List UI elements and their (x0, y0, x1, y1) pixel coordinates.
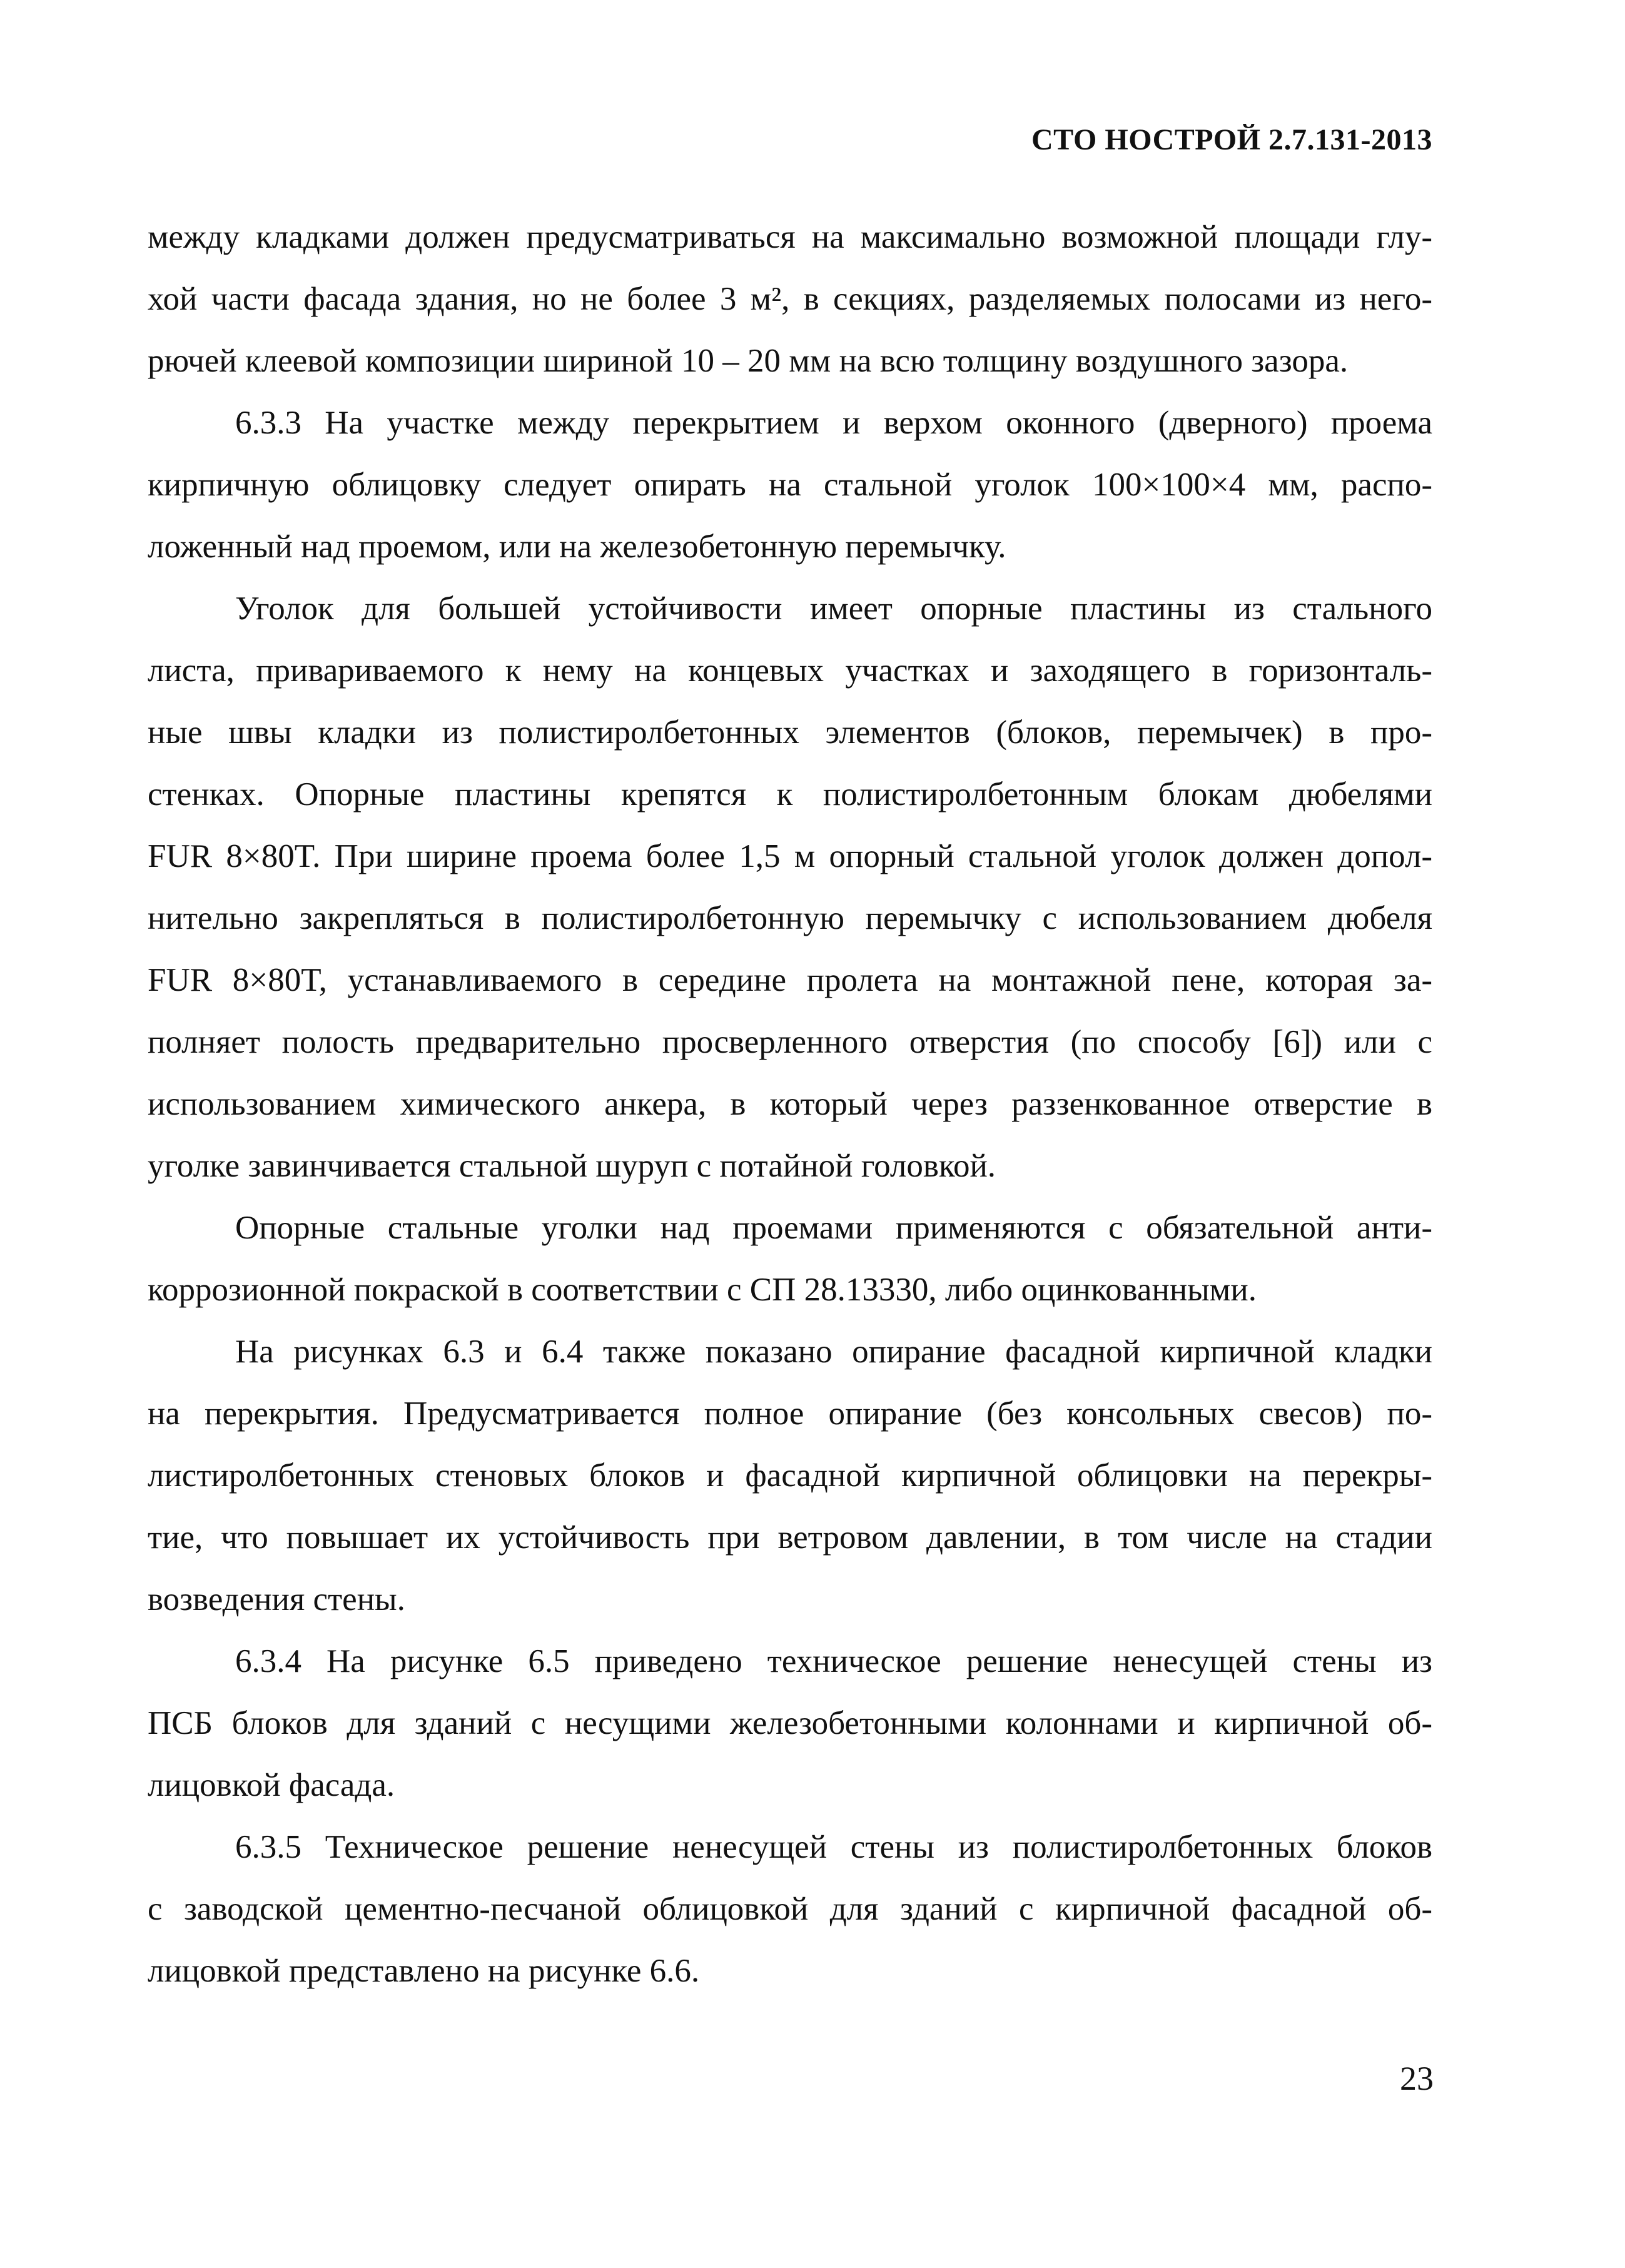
text-line: нительно закрепляться в полистиролбетонную перемычку с использованием дюбеля (148, 900, 1432, 936)
text-line: возведения стены. (148, 1581, 405, 1617)
text-line: коррозионной покраской в соответствии с СП 28.13330, либо оцинкованными. (148, 1272, 1257, 1308)
text-line: полняет полость предварительно просверленного отверстия (по способу [6]) или с (148, 1024, 1432, 1060)
text-line: с заводской цементно-песчаной облицовкой для зданий с кирпичной фасадной об- (148, 1891, 1432, 1927)
paragraph-corrosion (148, 1197, 1432, 1321)
text-line: между кладками должен предусматриваться на максимально возможной площади глу- (148, 219, 1432, 255)
text-line: хой части фасада здания, но не более 3 м², в секциях, разделяемых полосами из него- (148, 281, 1432, 317)
text-line: ные швы кладки из полистиролбетонных элементов (блоков, перемычек) в про- (148, 714, 1432, 751)
paragraph-continuation (148, 206, 1432, 392)
text-line: стенках. Опорные пластины крепятся к полистиролбетонным блокам дюбелями (148, 776, 1432, 813)
page-number: 23 (1400, 2060, 1434, 2097)
text-line: рючей клеевой композиции шириной 10 – 20 мм на всю толщину воздушного зазора. (148, 343, 1349, 379)
standard-code-header: СТО НОСТРОЙ 2.7.131-2013 (1031, 123, 1432, 156)
text-line: листиролбетонных стеновых блоков и фасадной кирпичной облицовки на перекры- (148, 1457, 1432, 1494)
text-line: 6.3.3 На участке между перекрытием и верхом оконного (дверного) проема (235, 405, 1432, 441)
text-line: лицовкой фасада. (148, 1767, 395, 1803)
text-line: лицовкой представлено на рисунке 6.6. (148, 1953, 700, 1989)
paragraph-figures-6-3-6-4 (148, 1321, 1432, 1631)
text-line: FUR 8×80T, устанавливаемого в середине пролета на монтажной пене, которая за- (148, 962, 1432, 998)
text-line: 6.3.4 На рисунке 6.5 приведено техническое решение ненесущей стены из (235, 1643, 1432, 1679)
text-line: использованием химического анкера, в который через раззенкованное отверстие в (148, 1086, 1432, 1122)
text-line: ПСБ блоков для зданий с несущими железобетонными колоннами и кирпичной об- (148, 1705, 1432, 1741)
text-line: уголке завинчивается стальной шуруп с потайной головкой. (148, 1148, 996, 1184)
paragraph-6-3-4 (148, 1631, 1432, 1816)
text-line: ложенный над проемом, или на железобетонную перемычку. (148, 529, 1006, 565)
text-line: тие, что повышает их устойчивость при ветровом давлении, в том числе на стадии (148, 1519, 1432, 1556)
text-line: листа, привариваемого к нему на концевых участках и заходящего в горизонталь- (148, 652, 1432, 689)
paragraph-6-3-3 (148, 392, 1432, 578)
document-body (148, 206, 1432, 2002)
text-line: на перекрытия. Предусматривается полное опирание (без консольных свесов) по- (148, 1395, 1432, 1432)
text-line: FUR 8×80T. При ширине проема более 1,5 м опорный стальной уголок должен допол- (148, 838, 1432, 874)
text-line: Уголок для большей устойчивости имеет опорные пластины из стального (235, 590, 1432, 627)
text-line: кирпичную облицовку следует опирать на стальной уголок 100×100×4 мм, распо- (148, 467, 1432, 503)
paragraph-angle-support (148, 578, 1432, 1197)
text-line: На рисунках 6.3 и 6.4 также показано опирание фасадной кирпичной кладки (235, 1334, 1432, 1370)
paragraph-6-3-5 (148, 1816, 1432, 2002)
text-line: 6.3.5 Техническое решение ненесущей стены из полистиролбетонных блоков (235, 1829, 1432, 1865)
text-line: Опорные стальные уголки над проемами применяются с обязательной анти- (235, 1210, 1432, 1246)
